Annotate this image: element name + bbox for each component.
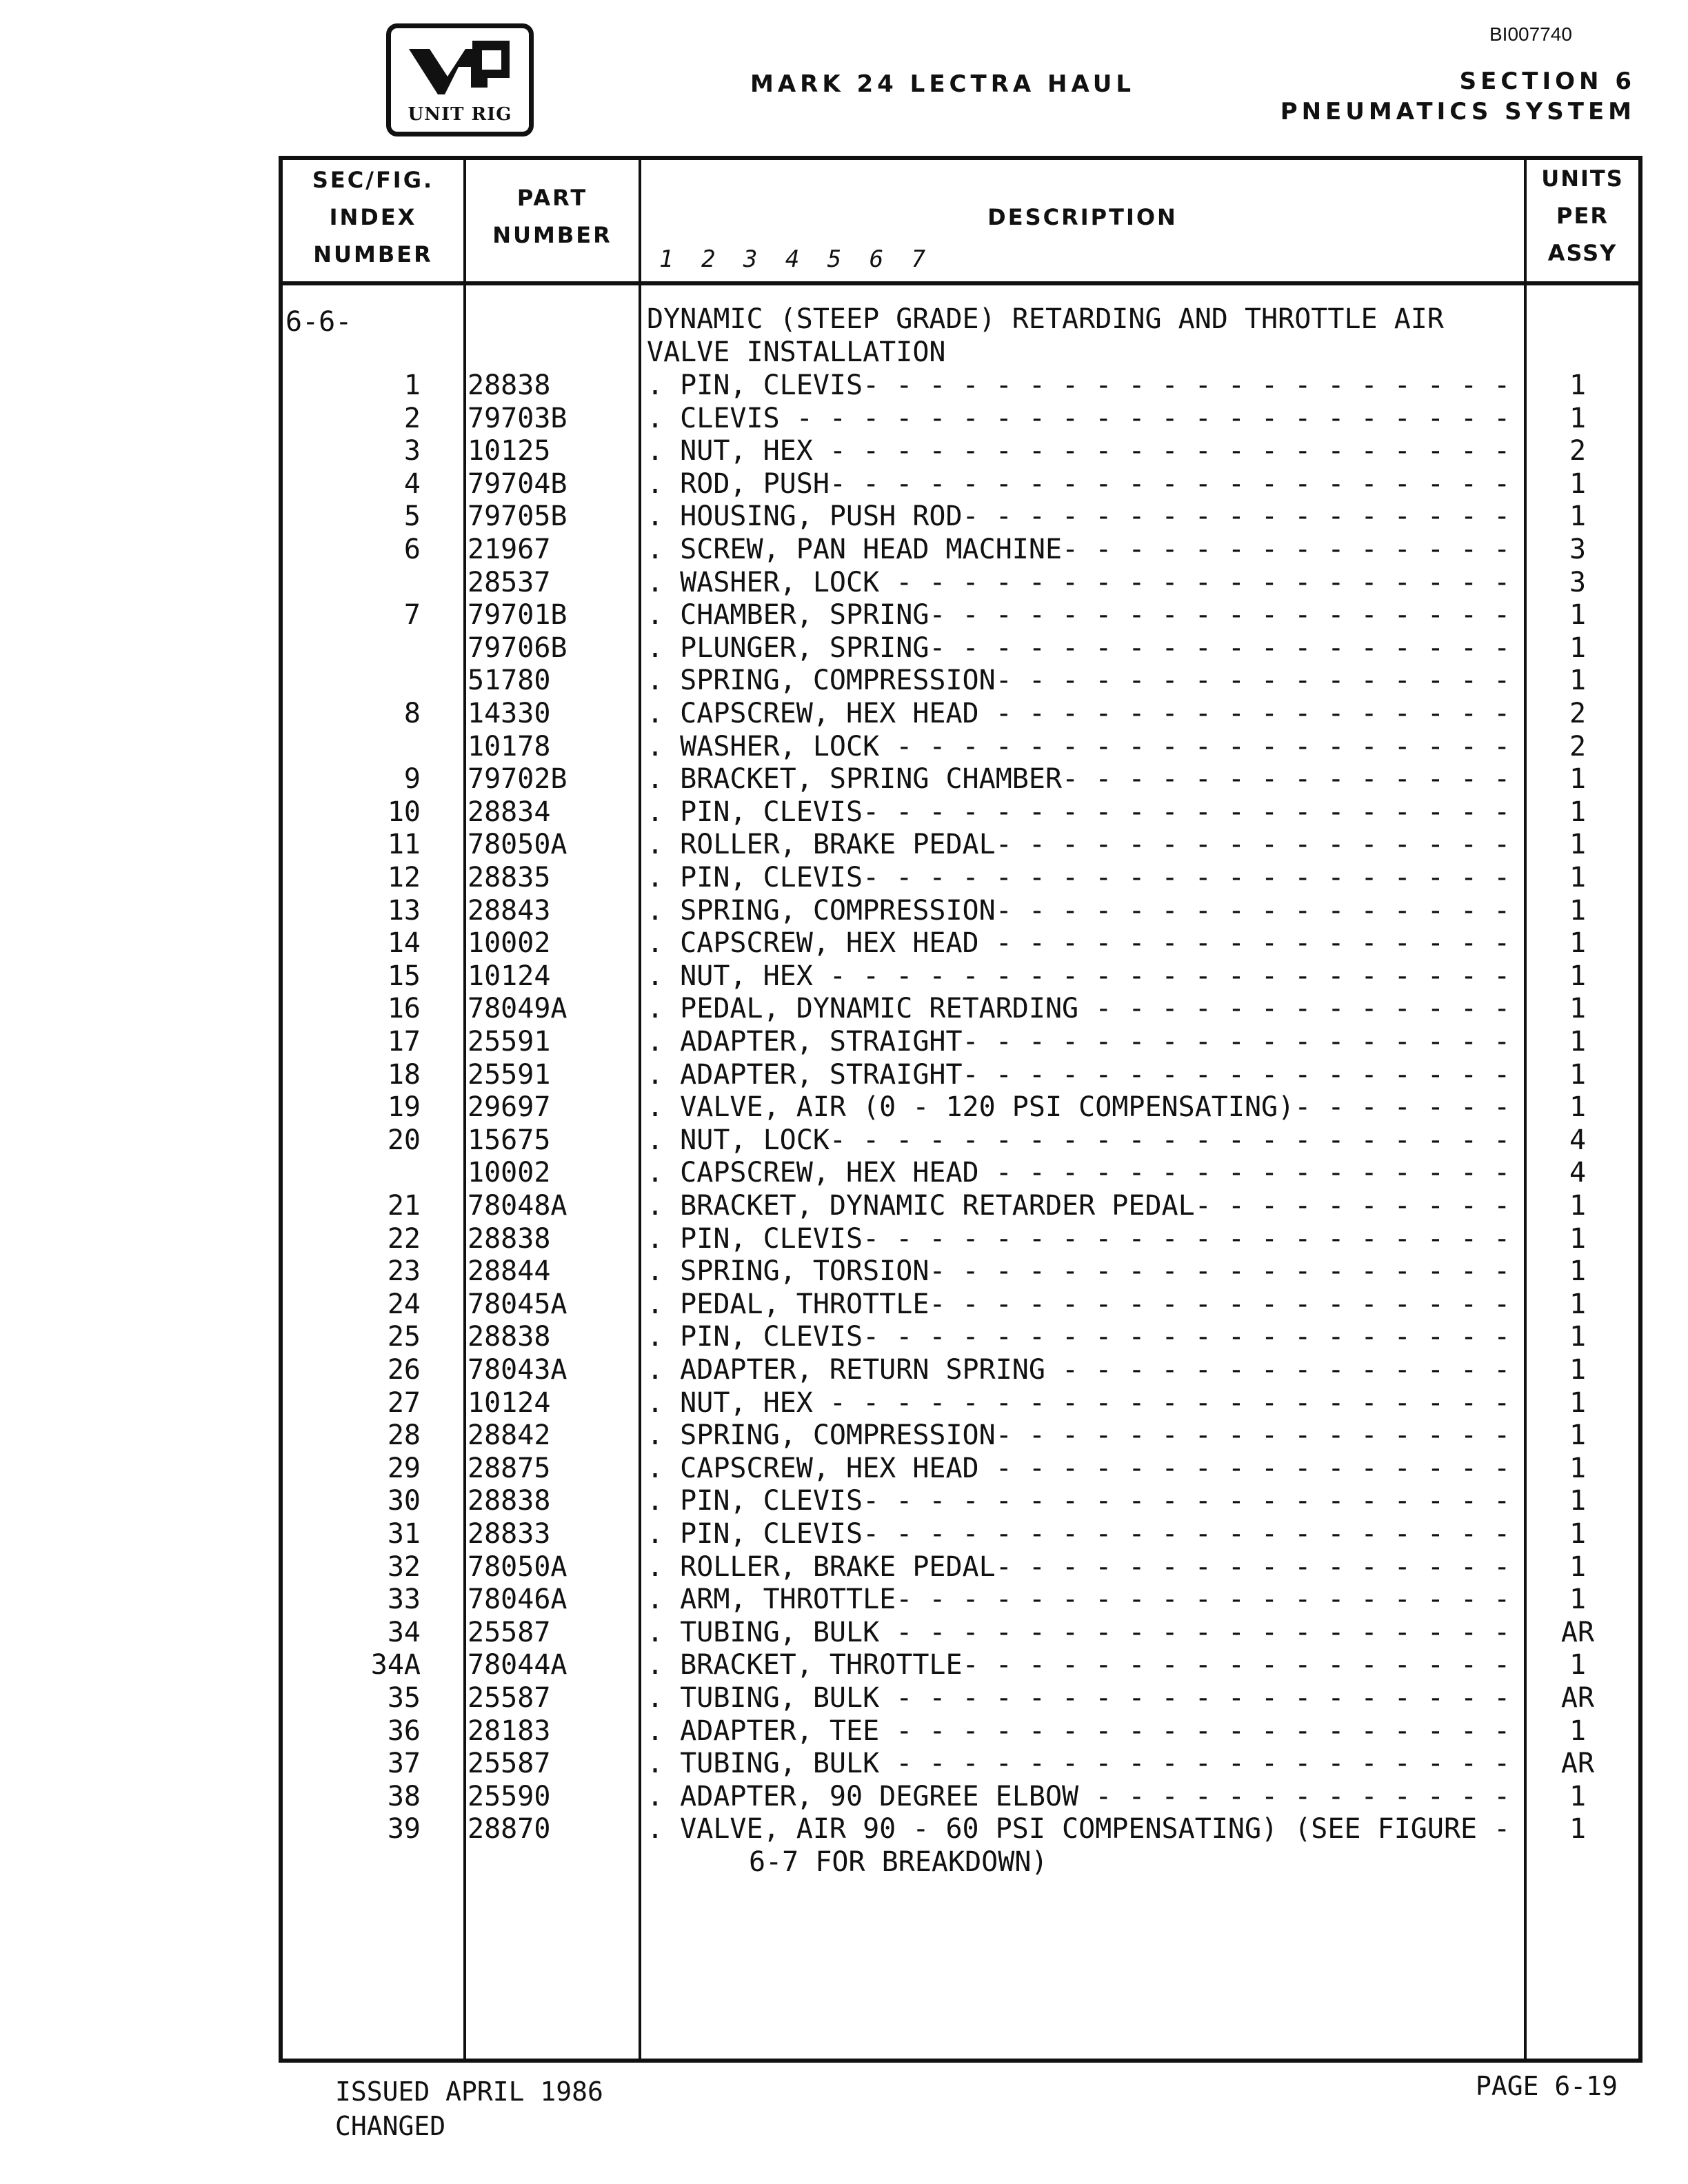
row-part-number: 28838 [468, 1321, 551, 1353]
part-column-header [466, 179, 639, 254]
row-description: . TUBING, BULK - - - - - - - - - - - - - - - - - - - [647, 1748, 1511, 1780]
indent-level-digits: 1 2 3 4 5 6 7 [659, 245, 933, 273]
row-index-number: 23 [387, 1255, 421, 1288]
row-part-number: 51780 [468, 665, 551, 697]
row-units-per-assy: 1 [1569, 631, 1587, 664]
row-units-per-assy: 1 [1569, 402, 1587, 434]
part-header-line: NUMBER [492, 222, 612, 248]
row-description: . CAPSCREW, HEX HEAD - - - - - - - - - - - - - - - - [647, 698, 1511, 729]
row-index-number: 6 [403, 534, 421, 565]
row-part-number: 28842 [468, 1419, 551, 1452]
row-units-per-assy: 1 [1569, 1550, 1587, 1583]
unit-rig-logo-icon [406, 35, 516, 104]
row-units-per-assy: 1 [1569, 960, 1587, 992]
row-units-per-assy: 1 [1569, 1321, 1587, 1353]
row-description: . ADAPTER, STRAIGHT- - - - - - - - - - - - - - - - - [647, 1058, 1511, 1091]
row-39-continuation: 6-7 FOR BREAKDOWN) [749, 1846, 1048, 1878]
row-part-number: 28838 [468, 1222, 551, 1255]
row-description: . VALVE, AIR 90 - 60 PSI COMPENSATING) (SEE FIGURE - [647, 1813, 1511, 1846]
row-description: . SPRING, COMPRESSION- - - - - - - - - - - - - - - - [647, 665, 1511, 697]
row-description: . NUT, LOCK- - - - - - - - - - - - - - - - - - - - - [647, 1124, 1511, 1156]
index-header-line: NUMBER [313, 241, 433, 267]
row-units-per-assy: 3 [1569, 566, 1587, 598]
row-part-number: 29697 [468, 1091, 551, 1124]
row-part-number: 78050A [468, 1550, 567, 1583]
row-units-per-assy: AR [1560, 1748, 1595, 1780]
row-units-per-assy: 1 [1569, 1485, 1587, 1517]
row-index-number: 24 [387, 1288, 421, 1320]
row-units-per-assy: 1 [1569, 1222, 1587, 1255]
row-description: . SCREW, PAN HEAD MACHINE- - - - - - - - - - - - - - [647, 534, 1511, 565]
logo-text: UNIT RIG [408, 104, 512, 125]
row-index-number: 11 [387, 829, 421, 861]
row-units-per-assy: 1 [1569, 862, 1587, 893]
column-divider [639, 160, 641, 2059]
row-description: . ROLLER, BRAKE PEDAL- - - - - - - - - - - - - - - - [647, 1550, 1511, 1583]
row-description: . WASHER, LOCK - - - - - - - - - - - - - - - - - - - [647, 730, 1511, 762]
row-part-number: 25590 [468, 1780, 551, 1812]
row-index-number: 36 [387, 1715, 421, 1747]
row-index-number: 16 [387, 993, 421, 1025]
row-index-number: 34 [387, 1616, 421, 1648]
row-part-number: 28875 [468, 1452, 551, 1484]
row-units-per-assy: 1 [1569, 501, 1587, 533]
row-part-number: 10125 [468, 435, 551, 467]
row-description: . PEDAL, THROTTLE- - - - - - - - - - - - - - - - - - [647, 1288, 1511, 1320]
row-units-per-assy: 1 [1569, 1091, 1587, 1124]
row-index-number: 3 [403, 435, 421, 467]
row-index-number: 37 [387, 1748, 421, 1780]
row-part-number: 78045A [468, 1288, 567, 1320]
row-part-number: 78050A [468, 829, 567, 861]
row-units-per-assy: 2 [1569, 730, 1587, 762]
row-part-number: 25587 [468, 1748, 551, 1780]
row-units-per-assy: 1 [1569, 599, 1587, 631]
row-units-per-assy: 1 [1569, 829, 1587, 861]
row-part-number: 28537 [468, 566, 551, 598]
row-units-per-assy: 3 [1569, 534, 1587, 565]
row-description: . NUT, HEX - - - - - - - - - - - - - - - - - - - - - [647, 1386, 1511, 1419]
units-header-line: ASSY [1547, 240, 1618, 266]
row-index-number: 15 [387, 960, 421, 992]
row-description: . CLEVIS - - - - - - - - - - - - - - - - - - - - - - [647, 402, 1511, 434]
row-part-number: 78049A [468, 993, 567, 1025]
row-description: . SPRING, COMPRESSION- - - - - - - - - - - - - - - - [647, 1419, 1511, 1452]
row-units-per-assy: 1 [1569, 1452, 1587, 1484]
row-description: . ARM, THROTTLE- - - - - - - - - - - - - - - - - - - [647, 1584, 1511, 1616]
row-description: . BRACKET, DYNAMIC RETARDER PEDAL- - - - - - - - - - [647, 1190, 1511, 1222]
row-description: . PIN, CLEVIS- - - - - - - - - - - - - - - - - - - - [647, 1222, 1511, 1255]
row-units-per-assy: 1 [1569, 1354, 1587, 1386]
row-index-number: 33 [387, 1584, 421, 1616]
row-units-per-assy: 2 [1569, 435, 1587, 467]
row-index-number: 34A [370, 1649, 421, 1681]
row-part-number: 28838 [468, 370, 551, 401]
row-index-number: 18 [387, 1058, 421, 1091]
row-description: . SPRING, COMPRESSION- - - - - - - - - - - - - - - - [647, 894, 1511, 927]
row-units-per-assy: 1 [1569, 467, 1587, 500]
row-description: . PIN, CLEVIS- - - - - - - - - - - - - - - - - - - - [647, 1518, 1511, 1550]
row-part-number: 28843 [468, 894, 551, 927]
row-units-per-assy: 1 [1569, 763, 1587, 796]
row-description: . BRACKET, SPRING CHAMBER- - - - - - - - - - - - - - [647, 763, 1511, 796]
row-part-number: 28835 [468, 862, 551, 893]
index-header-line: SEC/FIG. [312, 167, 434, 193]
row-part-number: 10178 [468, 730, 551, 762]
section-label: SECTION 6 [1459, 68, 1636, 95]
row-part-number: 10124 [468, 960, 551, 992]
row-description: . HOUSING, PUSH ROD- - - - - - - - - - - - - - - - - [647, 501, 1511, 533]
unit-rig-logo [386, 23, 534, 136]
row-index-number: 27 [387, 1386, 421, 1419]
row-description: . TUBING, BULK - - - - - - - - - - - - - - - - - - - [647, 1682, 1511, 1714]
row-description: . CHAMBER, SPRING- - - - - - - - - - - - - - - - - - [647, 599, 1511, 631]
row-part-number: 78044A [468, 1649, 567, 1681]
row-description: . SPRING, TORSION- - - - - - - - - - - - - - - - - - [647, 1255, 1511, 1288]
row-part-number: 79705B [468, 501, 567, 533]
row-part-number: 78043A [468, 1354, 567, 1386]
row-index-number: 9 [403, 763, 421, 796]
row-index-number: 1 [403, 370, 421, 401]
row-index-number: 5 [403, 501, 421, 533]
row-index-number: 8 [403, 698, 421, 729]
row-units-per-assy: 1 [1569, 894, 1587, 927]
row-index-number: 19 [387, 1091, 421, 1124]
row-index-number: 38 [387, 1780, 421, 1812]
row-part-number: 78048A [468, 1190, 567, 1222]
row-description: . BRACKET, THROTTLE- - - - - - - - - - - - - - - - - [647, 1649, 1511, 1681]
units-header-line: UNITS [1541, 165, 1624, 192]
page-number: PAGE 6-19 [1476, 2071, 1618, 2101]
row-description: . PIN, CLEVIS- - - - - - - - - - - - - - - - - - - - [647, 1321, 1511, 1353]
row-part-number: 10002 [468, 927, 551, 960]
description-column-header: DESCRIPTION [987, 204, 1178, 230]
issued-date: ISSUED APRIL 1986 [335, 2076, 603, 2107]
row-index-number: 13 [387, 894, 421, 927]
row-units-per-assy: 1 [1569, 993, 1587, 1025]
row-description: . PIN, CLEVIS- - - - - - - - - - - - - - - - - - - - [647, 1485, 1511, 1517]
row-description: . CAPSCREW, HEX HEAD - - - - - - - - - - - - - - - - [647, 1452, 1511, 1484]
row-part-number: 28183 [468, 1715, 551, 1747]
row-description: . TUBING, BULK - - - - - - - - - - - - - - - - - - - [647, 1616, 1511, 1648]
figure-number: 6-6- [285, 306, 352, 338]
row-index-number: 25 [387, 1321, 421, 1353]
row-units-per-assy: AR [1560, 1616, 1595, 1648]
row-description: . ROD, PUSH- - - - - - - - - - - - - - - - - - - - - [647, 467, 1511, 500]
row-description: . CAPSCREW, HEX HEAD - - - - - - - - - - - - - - - - [647, 927, 1511, 960]
row-description: . ADAPTER, TEE - - - - - - - - - - - - - - - - - - - [647, 1715, 1511, 1747]
row-index-number: 30 [387, 1485, 421, 1517]
row-units-per-assy: 1 [1569, 1780, 1587, 1812]
row-units-per-assy: 1 [1569, 1058, 1587, 1091]
row-description: . PIN, CLEVIS- - - - - - - - - - - - - - - - - - - - [647, 796, 1511, 828]
row-description: . VALVE, AIR (0 - 120 PSI COMPENSATING)- - - - - - - [647, 1091, 1511, 1124]
system-label: PNEUMATICS SYSTEM [1280, 98, 1636, 125]
row-part-number: 25591 [468, 1026, 551, 1058]
figure-title-line-2: VALVE INSTALLATION [647, 336, 946, 368]
row-description: . ADAPTER, STRAIGHT- - - - - - - - - - - - - - - - - [647, 1026, 1511, 1058]
row-description: . CAPSCREW, HEX HEAD - - - - - - - - - - - - - - - - [647, 1157, 1511, 1189]
row-part-number: 15675 [468, 1124, 551, 1156]
row-units-per-assy: 1 [1569, 1518, 1587, 1550]
row-index-number: 10 [387, 796, 421, 828]
row-part-number: 79706B [468, 631, 567, 664]
row-index-number: 35 [387, 1682, 421, 1714]
row-units-per-assy: 1 [1569, 1288, 1587, 1320]
row-units-per-assy: 1 [1569, 796, 1587, 828]
row-units-per-assy: 4 [1569, 1124, 1587, 1156]
row-index-number: 28 [387, 1419, 421, 1452]
row-index-number: 20 [387, 1124, 421, 1156]
changed-label: CHANGED [335, 2111, 446, 2141]
figure-title-line-1: DYNAMIC (STEEP GRADE) RETARDING AND THROTTLE AIR [647, 303, 1444, 335]
row-part-number: 28870 [468, 1813, 551, 1846]
row-index-number: 22 [387, 1222, 421, 1255]
row-index-number: 31 [387, 1518, 421, 1550]
row-units-per-assy: 1 [1569, 1419, 1587, 1452]
document-id: BI007740 [1489, 23, 1572, 45]
row-index-number: 32 [387, 1550, 421, 1583]
row-units-per-assy: 1 [1569, 1386, 1587, 1419]
row-description: . PLUNGER, SPRING- - - - - - - - - - - - - - - - - - [647, 631, 1511, 664]
row-description: . PIN, CLEVIS- - - - - - - - - - - - - - - - - - - - [647, 862, 1511, 893]
row-part-number: 25587 [468, 1616, 551, 1648]
manual-title: MARK 24 LECTRA HAUL [750, 70, 1136, 98]
row-description: . PEDAL, DYNAMIC RETARDING - - - - - - - - - - - - - [647, 993, 1511, 1025]
row-units-per-assy: 1 [1569, 1026, 1587, 1058]
row-description: . PIN, CLEVIS- - - - - - - - - - - - - - - - - - - - [647, 370, 1511, 401]
row-units-per-assy: 1 [1569, 1649, 1587, 1681]
row-index-number: 4 [403, 467, 421, 500]
units-header-line: PER [1556, 203, 1609, 229]
row-description: . WASHER, LOCK - - - - - - - - - - - - - - - - - - - [647, 566, 1511, 598]
row-part-number: 25591 [468, 1058, 551, 1091]
row-index-number: 14 [387, 927, 421, 960]
row-index-number: 12 [387, 862, 421, 893]
part-header-line: PART [516, 185, 588, 211]
row-units-per-assy: 1 [1569, 1255, 1587, 1288]
row-part-number: 79704B [468, 467, 567, 500]
row-units-per-assy: 2 [1569, 698, 1587, 729]
row-part-number: 10124 [468, 1386, 551, 1419]
index-column-header [283, 161, 463, 273]
row-index-number: 21 [387, 1190, 421, 1222]
row-units-per-assy: 1 [1569, 1190, 1587, 1222]
row-part-number: 79701B [468, 599, 567, 631]
row-description: . NUT, HEX - - - - - - - - - - - - - - - - - - - - - [647, 435, 1511, 467]
row-units-per-assy: 1 [1569, 1715, 1587, 1747]
column-divider [1524, 160, 1527, 2059]
row-units-per-assy: AR [1560, 1682, 1595, 1714]
row-description: . ADAPTER, RETURN SPRING - - - - - - - - - - - - - - [647, 1354, 1511, 1386]
row-description: . NUT, HEX - - - - - - - - - - - - - - - - - - - - - [647, 960, 1511, 992]
row-index-number: 17 [387, 1026, 421, 1058]
index-header-line: INDEX [329, 204, 417, 230]
column-divider [463, 160, 466, 2059]
header-divider [283, 281, 1638, 285]
row-part-number: 10002 [468, 1157, 551, 1189]
row-units-per-assy: 1 [1569, 370, 1587, 401]
row-units-per-assy: 1 [1569, 927, 1587, 960]
row-index-number: 39 [387, 1813, 421, 1846]
row-index-number: 2 [403, 402, 421, 434]
row-part-number: 28833 [468, 1518, 551, 1550]
units-column-header [1527, 160, 1638, 272]
row-part-number: 21967 [468, 534, 551, 565]
row-part-number: 79703B [468, 402, 567, 434]
row-description: . ROLLER, BRAKE PEDAL- - - - - - - - - - - - - - - - [647, 829, 1511, 861]
row-index-number: 7 [403, 599, 421, 631]
row-part-number: 28834 [468, 796, 551, 828]
row-part-number: 28844 [468, 1255, 551, 1288]
row-part-number: 14330 [468, 698, 551, 729]
row-units-per-assy: 1 [1569, 1813, 1587, 1846]
row-part-number: 78046A [468, 1584, 567, 1616]
row-units-per-assy: 4 [1569, 1157, 1587, 1189]
row-part-number: 25587 [468, 1682, 551, 1714]
row-index-number: 26 [387, 1354, 421, 1386]
row-description: . ADAPTER, 90 DEGREE ELBOW - - - - - - - - - - - - - [647, 1780, 1511, 1812]
row-units-per-assy: 1 [1569, 1584, 1587, 1616]
row-units-per-assy: 1 [1569, 665, 1587, 697]
row-part-number: 28838 [468, 1485, 551, 1517]
row-index-number: 29 [387, 1452, 421, 1484]
row-part-number: 79702B [468, 763, 567, 796]
